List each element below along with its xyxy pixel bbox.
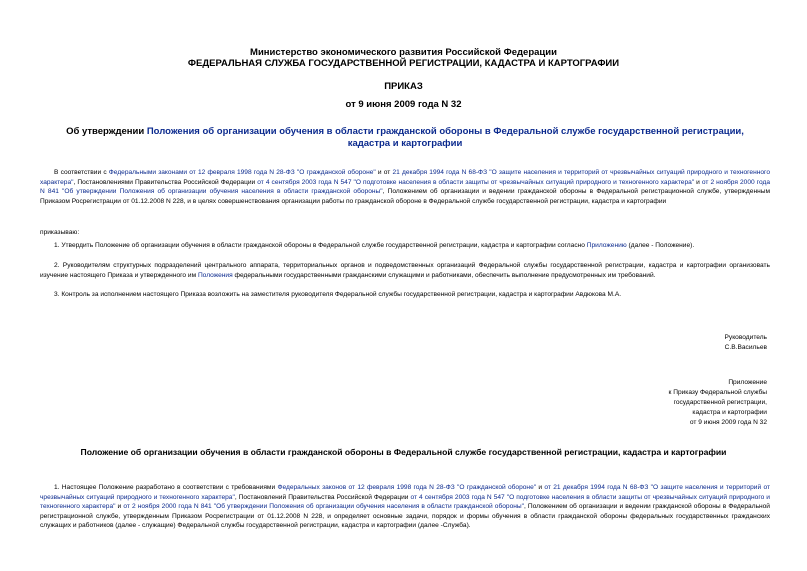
text: (далее - Положение). xyxy=(626,242,695,249)
order-label: ПРИКАЗ xyxy=(384,81,423,92)
text: 1. Настоящее Положение разработано в соответствии с требованиями xyxy=(54,484,278,491)
appendix-line: государственной регистрации, xyxy=(673,399,767,406)
order-item-3 xyxy=(40,290,770,300)
appendix-line: кадастра и картографии xyxy=(692,409,767,416)
title-prefix: Об утверждении xyxy=(66,126,147,137)
text: , Положением об организации и ведении гражданской обороны в Федеральной регистрационной службе, утвержденным Приказом Росрегистрации от 01.12.2008 N 228, и в целях совершенствования организации работы по гражданской обороне в Федеральной службе государственной регистрации, кадастра и картографии xyxy=(40,188,770,205)
signature-block xyxy=(725,333,767,353)
title-link[interactable]: Положения об организации обучения в области гражданской обороны в Федеральной службе государственной регистрации, кадастра и картографии xyxy=(146,126,744,149)
decree-link-841-2[interactable]: от 2 ноября 2000 года N 841 "Об утверждении Положения об организации обучения населения в области гражданской обороны" xyxy=(123,503,524,511)
order-item-1 xyxy=(40,241,770,251)
service-name: ФЕДЕРАЛЬНАЯ СЛУЖБА ГОСУДАРСТВЕННОЙ РЕГИСТРАЦИИ, КАДАСТРА И КАРТОГРАФИИ xyxy=(187,58,620,69)
law-link-28fz[interactable]: Федеральными законами от 12 февраля 1998 года N 28-ФЗ "О гражданской обороне" xyxy=(108,169,376,176)
document-title xyxy=(60,126,750,150)
orders-word: приказываю: xyxy=(40,229,80,236)
position-link[interactable]: Положения xyxy=(197,271,233,279)
ministry-name: Министерство экономического развития Российской Федерации xyxy=(250,47,557,58)
text: и xyxy=(694,178,702,186)
decree-link-841[interactable]: от 2 ноября 2000 года N 841 "Об утверждении Положения об организации обучения населения в области гражданской обороны" xyxy=(40,178,770,196)
decree-link-547[interactable]: от 4 сентября 2003 года N 547 "О подготовке населения в области защиты от чрезвычайных ситуаций природного и техногенного характера" xyxy=(257,178,695,186)
law-link-68fz-2[interactable]: от 21 декабря 1994 года N 68-ФЗ "О защите населения и территорий от чрезвычайных ситуаций природного и техногенного характера" xyxy=(40,484,770,501)
text: и xyxy=(536,484,545,491)
law-link-68fz[interactable]: 21 декабря 1994 года N 68-ФЗ "О защите населения и территорий от чрезвычайных ситуаций природного и техногенного характера" xyxy=(40,169,770,186)
order-date: от 9 июня 2009 года N 32 xyxy=(345,99,462,110)
text: 1. Утвердить Положение об организации обучения в области гражданской обороны в Федеральной службе государственной регистрации, кадастра и картографии согласно xyxy=(54,242,587,249)
decree-link-547-2[interactable]: от 4 сентября 2003 года N 547 "О подготовке населения в области защиты от чрезвычайных ситуаций природного и техногенного характера" xyxy=(40,493,770,511)
order-item-2 xyxy=(40,261,770,280)
signature-name: С.В.Васильев xyxy=(724,344,767,351)
signature-role: Руководитель xyxy=(724,334,767,341)
text: В соответствии с xyxy=(54,169,109,176)
position-paragraph-1 xyxy=(40,483,770,531)
appendix-block xyxy=(668,378,767,428)
text: федеральными государственными гражданскими служащими и работниками, обеспечить выполнение предусмотренных им требований. xyxy=(232,271,656,279)
law-link-28fz-2[interactable]: Федеральных законов от 12 февраля 1998 года N 28-ФЗ "О гражданской обороне" xyxy=(277,484,537,491)
position-title: Положение об организации обучения в области гражданской обороны в Федеральной службе государственной регистрации, кадастра и картографии xyxy=(80,447,727,457)
appendix-line: от 9 июня 2009 года N 32 xyxy=(689,419,767,426)
appendix-line: Приложение xyxy=(728,379,767,386)
appendix-line: к Приказу Федеральной службы xyxy=(668,389,767,396)
text: и от xyxy=(375,169,393,176)
text: , Положением об организации и ведении гражданской обороны в Федеральной регистрационной службе, утвержденным Приказом Росрегистрации от 01.12.2008 N 228, и определяет основные задачи, порядок и формы обучения в области гражданской обороны федеральных государственных гражданских служащих и работников (далее - служащие) Федеральной службы государственной регистрации, кадастра и картографии (далее -Служба). xyxy=(40,503,770,530)
text: 2. Руководителям структурных подразделений центрального аппарата, территориальных органов и подведомственных организаций Федеральной службы государственной регистрации, кадастра и картографии организовать изучение настоящего Приказа и утвержденного им xyxy=(40,262,770,279)
preamble-paragraph xyxy=(40,168,770,206)
appendix-link[interactable]: Приложению xyxy=(586,242,627,249)
text: , Постановлениями Правительства Российской Федерации xyxy=(73,178,258,186)
text: и xyxy=(115,503,124,511)
text: 3. Контроль за исполнением настоящего Приказа возложить на заместителя руководителя Федеральной службы государственной регистрации, кадастра и картографии Авдюкова М.А. xyxy=(54,291,622,298)
text: , Постановлений Правительства Российской Федерации xyxy=(234,493,411,501)
